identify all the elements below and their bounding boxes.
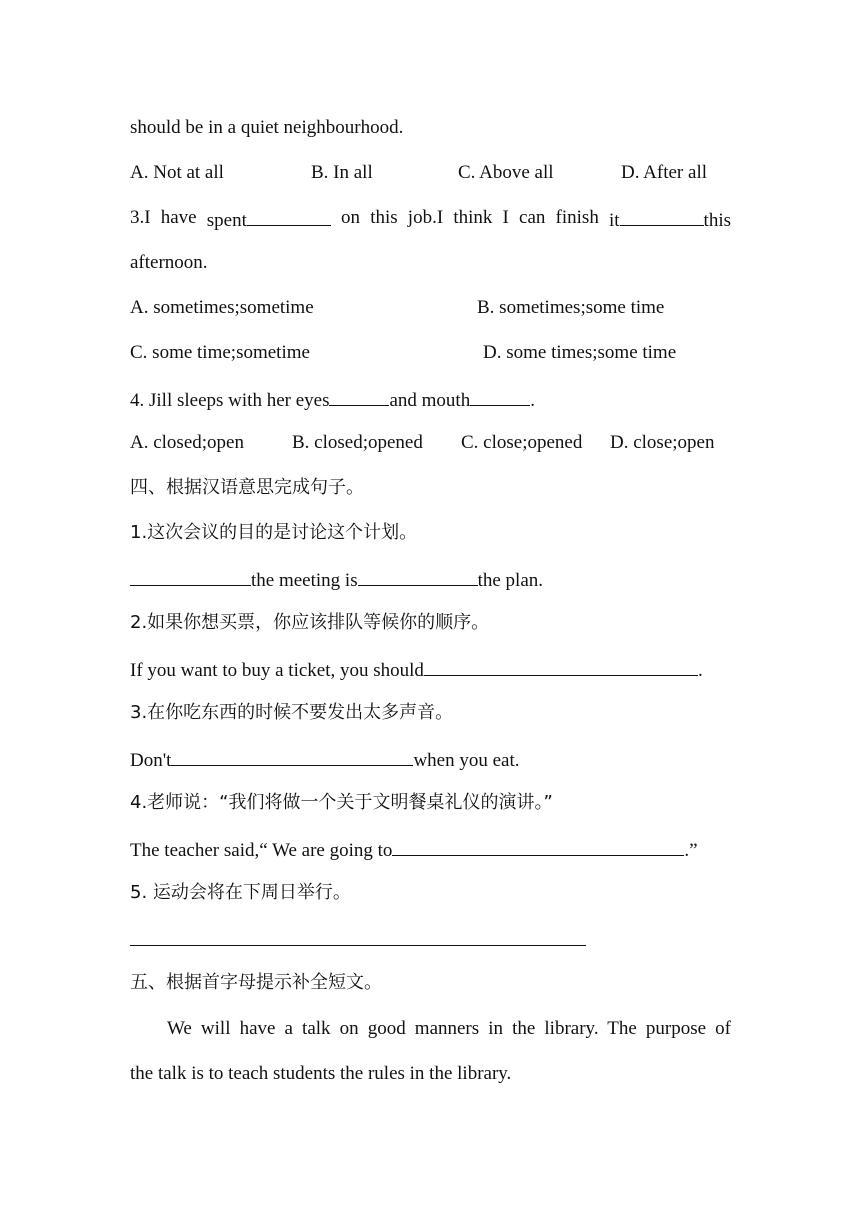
- s5-paragraph-line2: the talk is to teach students the rules in the library.: [130, 1063, 512, 1084]
- answer-line[interactable]: [130, 945, 586, 946]
- s4-item2-english: [130, 656, 703, 683]
- q3-option-a: A. sometimes;sometime: [130, 297, 314, 318]
- q3-stem-line1: [130, 206, 731, 233]
- s4-item3-part1: Don't: [130, 750, 172, 771]
- q4-option-a: A. closed;open: [130, 432, 244, 453]
- answer-blank[interactable]: [130, 566, 251, 586]
- s4-item1-english: [130, 566, 543, 593]
- answer-blank[interactable]: [247, 206, 331, 226]
- q3-word: on: [341, 207, 361, 228]
- q4-option-d: D. close;open: [610, 432, 715, 453]
- answer-blank[interactable]: [171, 746, 413, 766]
- s4-item2-part2: .: [697, 660, 703, 681]
- s4-item4-part1: The teacher said,“ We are going to: [130, 840, 393, 861]
- s4-item3-english: [130, 746, 520, 773]
- q3-word: this: [703, 210, 731, 231]
- q2-stem-tail: should be in a quiet neighbourhood.: [130, 117, 404, 138]
- answer-blank[interactable]: [470, 386, 530, 406]
- q2-option-b: B. In all: [311, 162, 373, 183]
- s4-item1-part2: the plan.: [477, 570, 544, 591]
- s4-item1-chinese: 1.这次会议的目的是讨论这个计划。: [130, 522, 418, 543]
- s5-paragraph-line1: We will have a talk on good manners in the library. The purpose of: [167, 1018, 731, 1039]
- q4-option-b: B. closed;opened: [292, 432, 423, 453]
- q3-word: this: [370, 207, 398, 228]
- s4-item1-part1: the meeting is: [251, 570, 358, 591]
- q3-option-b: B. sometimes;some time: [477, 297, 665, 318]
- q2-option-c: C. Above all: [458, 162, 554, 183]
- answer-blank[interactable]: [620, 206, 704, 226]
- q3-word: have: [160, 207, 197, 228]
- q4-stem: [130, 386, 535, 413]
- q3-word: 3.I: [130, 207, 151, 228]
- section4-heading: 四、根据汉语意思完成句子。: [130, 477, 364, 498]
- q3-option-d: D. some times;some time: [483, 342, 677, 363]
- answer-blank[interactable]: [424, 656, 698, 676]
- q4-stem-part1: 4. Jill sleeps with her eyes: [130, 390, 330, 411]
- q3-word: spent: [206, 210, 247, 231]
- q3-word: think: [453, 207, 493, 228]
- q3-word: I: [502, 207, 509, 228]
- q3-word: finish: [555, 207, 599, 228]
- q2-option-d: D. After all: [621, 162, 708, 183]
- q3-word: it: [608, 210, 620, 231]
- q3-option-c: C. some time;sometime: [130, 342, 310, 363]
- s4-item4-chinese: 4.老师说：“我们将做一个关于文明餐桌礼仪的演讲。”: [130, 792, 553, 813]
- q2-option-a: A. Not at all: [130, 162, 224, 183]
- q3-word-with-blank: [207, 206, 331, 233]
- s4-item3-chinese: 3.在你吃东西的时候不要发出太多声音。: [130, 702, 454, 723]
- s4-item3-part2: when you eat.: [413, 750, 520, 771]
- section5-heading: 五、根据首字母提示补全短文。: [130, 972, 382, 993]
- q4-option-c: C. close;opened: [461, 432, 583, 453]
- answer-blank[interactable]: [358, 566, 478, 586]
- s4-item2-part1: If you want to buy a ticket, you should: [130, 660, 424, 681]
- s4-item5-chinese: 5. 运动会将在下周日举行。: [130, 882, 351, 903]
- s4-item4-part2: .”: [684, 840, 698, 861]
- s4-item2-chinese: 2.如果你想买票，你应该排队等候你的顺序。: [130, 612, 490, 633]
- s4-item4-english: [130, 836, 698, 863]
- q4-stem-part2: and mouth: [389, 390, 471, 411]
- q3-stem-line2: afternoon.: [130, 252, 208, 273]
- q4-stem-part3: .: [530, 390, 535, 411]
- q3-word-with-blank: [609, 206, 731, 233]
- q3-word: job.I: [407, 207, 444, 228]
- answer-blank[interactable]: [392, 836, 684, 856]
- answer-blank[interactable]: [329, 386, 389, 406]
- q3-word: can: [519, 207, 546, 228]
